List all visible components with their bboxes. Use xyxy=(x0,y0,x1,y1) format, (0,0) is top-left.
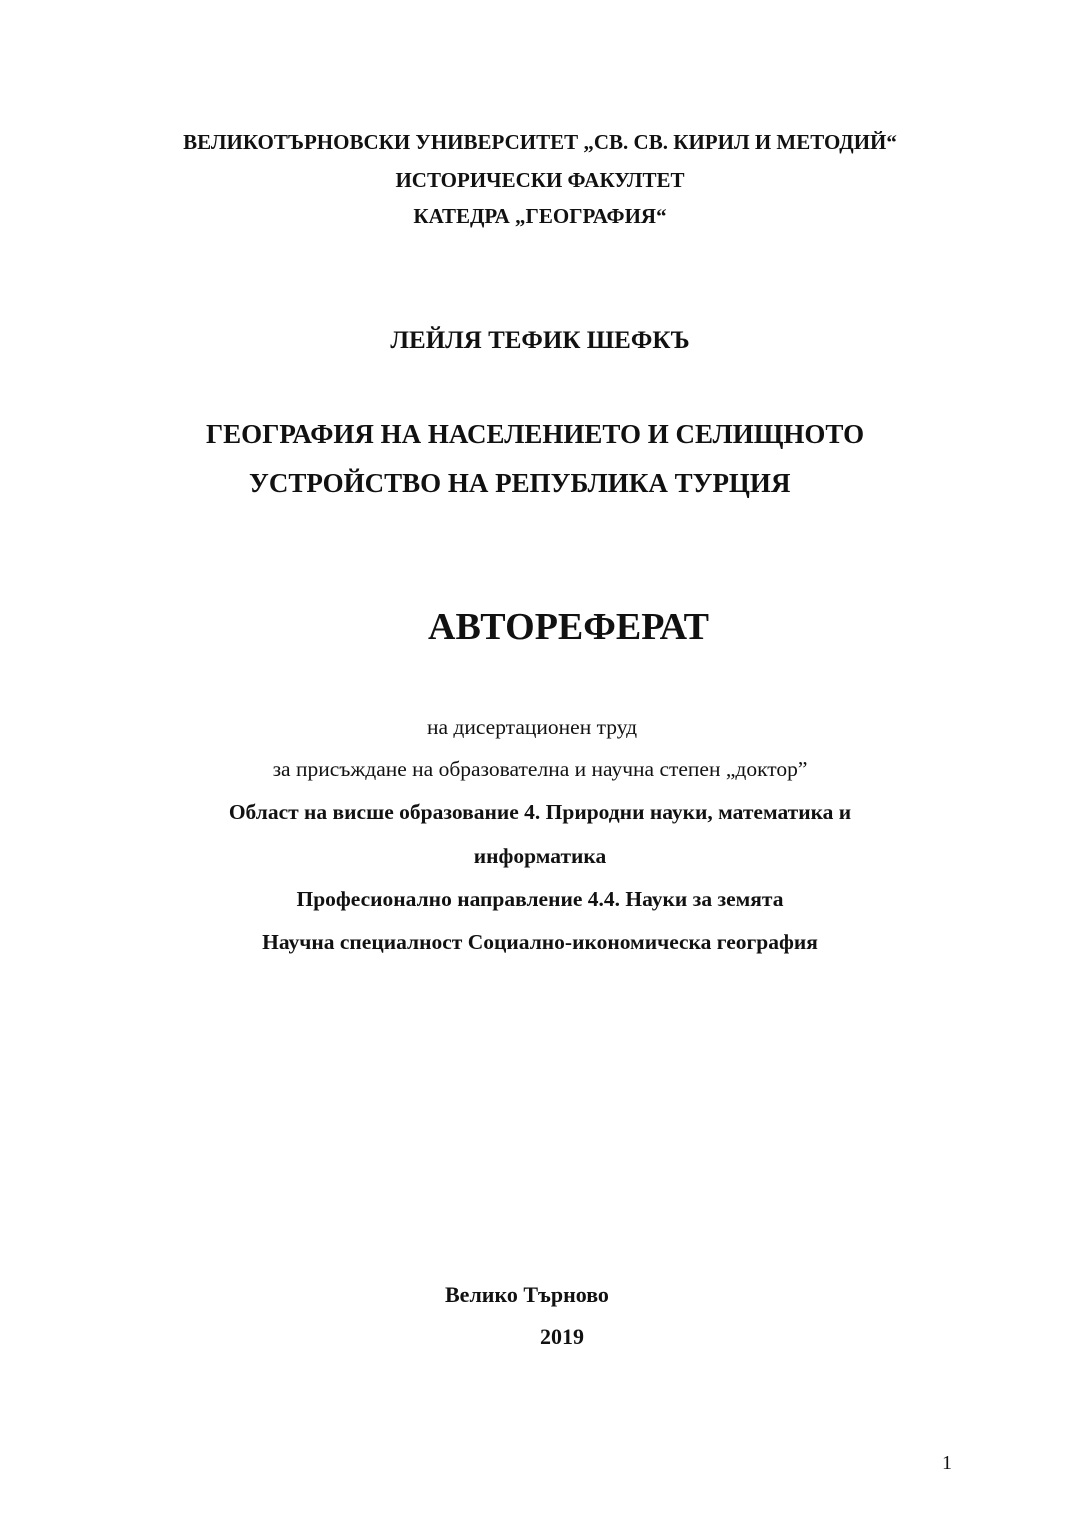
page-number: 1 xyxy=(942,1452,952,1474)
year: 2019 xyxy=(540,1324,584,1349)
field-line2: информатика xyxy=(473,844,607,868)
dissertation-title-line2: УСТРОЙСТВО НА РЕПУБЛИКА ТУРЦИЯ xyxy=(249,468,791,498)
faculty-name: ИСТОРИЧЕСКИ ФАКУЛТЕТ xyxy=(395,168,685,192)
details-line2: за присъждане на образователна и научна степен „доктор” xyxy=(272,757,808,781)
department-name: КАТЕДРА „ГЕОГРАФИЯ“ xyxy=(413,204,667,228)
city: Велико Търново xyxy=(445,1282,609,1307)
document-type: АВТОРЕФЕРАТ xyxy=(428,606,710,648)
dissertation-title-line1: ГЕОГРАФИЯ НА НАСЕЛЕНИЕТО И СЕЛИЩНОТО xyxy=(206,419,865,449)
university-name: ВЕЛИКОТЪРНОВСКИ УНИВЕРСИТЕТ „СВ. СВ. КИРИЛ И МЕТОДИЙ“ xyxy=(183,130,897,154)
author-name: ЛЕЙЛЯ ТЕФИК ШЕФКЪ xyxy=(390,327,690,354)
details-line1: на дисертационен труд xyxy=(427,715,638,739)
professional-direction: Професионално направление 4.4. Науки за земята xyxy=(296,887,784,911)
scientific-specialty: Научна специалност Социално-икономическа география xyxy=(262,930,818,954)
field-line1: Област на висше образование 4. Природни науки, математика и xyxy=(228,800,852,824)
